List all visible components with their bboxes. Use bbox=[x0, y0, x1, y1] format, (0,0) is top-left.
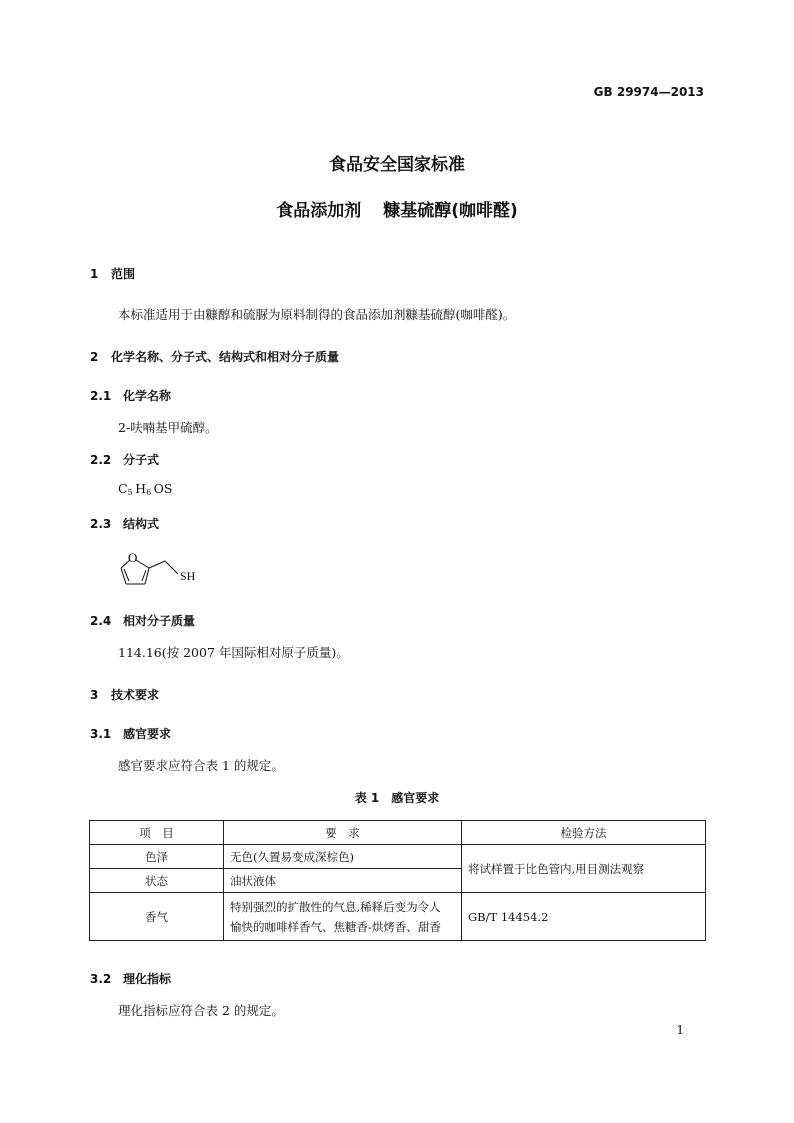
section-title: 感官要求 bbox=[123, 727, 172, 741]
standard-title: 食品安全国家标准 bbox=[329, 155, 465, 175]
standard-number: GB 29974—2013 bbox=[593, 85, 704, 99]
chemical-name: 2-呋喃基甲硫醇。 bbox=[118, 420, 218, 435]
section-number: 1 bbox=[90, 267, 99, 281]
section-title: 范围 bbox=[111, 267, 136, 281]
table-1-caption bbox=[0, 789, 794, 806]
product-title-category: 食品添加剂 bbox=[276, 201, 362, 221]
column-header-requirement: 要 求 bbox=[224, 821, 462, 845]
section-3-1-text: 感官要求应符合表 1 的规定。 bbox=[118, 758, 284, 773]
section-number: 2.1 bbox=[90, 389, 112, 403]
page-number: 1 bbox=[676, 1023, 684, 1037]
section-title: 结构式 bbox=[123, 517, 160, 531]
section-title: 相对分子质量 bbox=[123, 614, 196, 628]
requirement-line: 特别强烈的扩散性的气息,稀释后变为令人 bbox=[230, 899, 441, 914]
thiol-label: SH bbox=[180, 569, 196, 583]
section-2-3-heading bbox=[90, 515, 159, 532]
section-title: 技术要求 bbox=[111, 688, 160, 702]
table-caption-number: 表 1 bbox=[354, 791, 380, 805]
section-number: 2.2 bbox=[90, 453, 112, 467]
product-title bbox=[0, 196, 794, 221]
molecular-weight: 114.16(按 2007 年国际相对原子质量)。 bbox=[118, 645, 349, 660]
section-title: 分子式 bbox=[123, 453, 160, 467]
sensory-requirements-table bbox=[89, 820, 706, 941]
section-title: 化学名称 bbox=[123, 389, 172, 403]
molecular-formula: $C_5$ $H_6$ OS bbox=[118, 481, 173, 497]
item-cell: 香气 bbox=[90, 893, 224, 941]
section-3-heading bbox=[90, 686, 159, 703]
table-header-row bbox=[90, 821, 706, 845]
product-title-name: 糠基硫醇(咖啡醛) bbox=[383, 201, 518, 221]
section-number: 3.2 bbox=[90, 972, 112, 986]
section-2-heading bbox=[90, 348, 339, 365]
requirement-cell bbox=[224, 893, 462, 941]
section-title: 理化指标 bbox=[123, 972, 172, 986]
section-3-2-text: 理化指标应符合表 2 的规定。 bbox=[118, 1003, 284, 1018]
section-number: 3.1 bbox=[90, 727, 112, 741]
section-2-2-heading bbox=[90, 451, 159, 468]
section-number: 3 bbox=[90, 688, 99, 702]
section-1-text: 本标准适用于由糠醇和硫脲为原料制得的食品添加剂糠基硫醇(咖啡醛)。 bbox=[118, 307, 516, 322]
oxygen-label: O bbox=[128, 550, 138, 565]
section-3-1-heading bbox=[90, 725, 171, 742]
column-header-method: 检验方法 bbox=[462, 821, 706, 845]
column-header-item: 项 目 bbox=[90, 821, 224, 845]
section-number: 2.4 bbox=[90, 614, 112, 628]
table-row bbox=[90, 893, 706, 941]
section-2-4-heading bbox=[90, 612, 195, 629]
requirement-cell: 无色(久置易变成深棕色) bbox=[224, 845, 462, 869]
requirement-line: 愉快的咖啡样香气、焦糖香-烘烤香、甜香 bbox=[230, 919, 441, 934]
section-number: 2.3 bbox=[90, 517, 112, 531]
table-caption-title: 感官要求 bbox=[391, 791, 440, 805]
method-cell: GB/T 14454.2 bbox=[462, 893, 706, 941]
item-cell: 色泽 bbox=[90, 845, 224, 869]
section-number: 2 bbox=[90, 350, 99, 364]
section-1-heading bbox=[90, 265, 135, 282]
structural-formula bbox=[110, 546, 210, 592]
table-row bbox=[90, 845, 706, 869]
requirement-cell: 油状液体 bbox=[224, 869, 462, 893]
item-cell: 状态 bbox=[90, 869, 224, 893]
section-3-2-heading bbox=[90, 970, 171, 987]
method-cell: 将试样置于比色管内,用目测法观察 bbox=[462, 845, 706, 893]
section-title: 化学名称、分子式、结构式和相对分子质量 bbox=[111, 350, 340, 364]
section-2-1-heading bbox=[90, 387, 171, 404]
